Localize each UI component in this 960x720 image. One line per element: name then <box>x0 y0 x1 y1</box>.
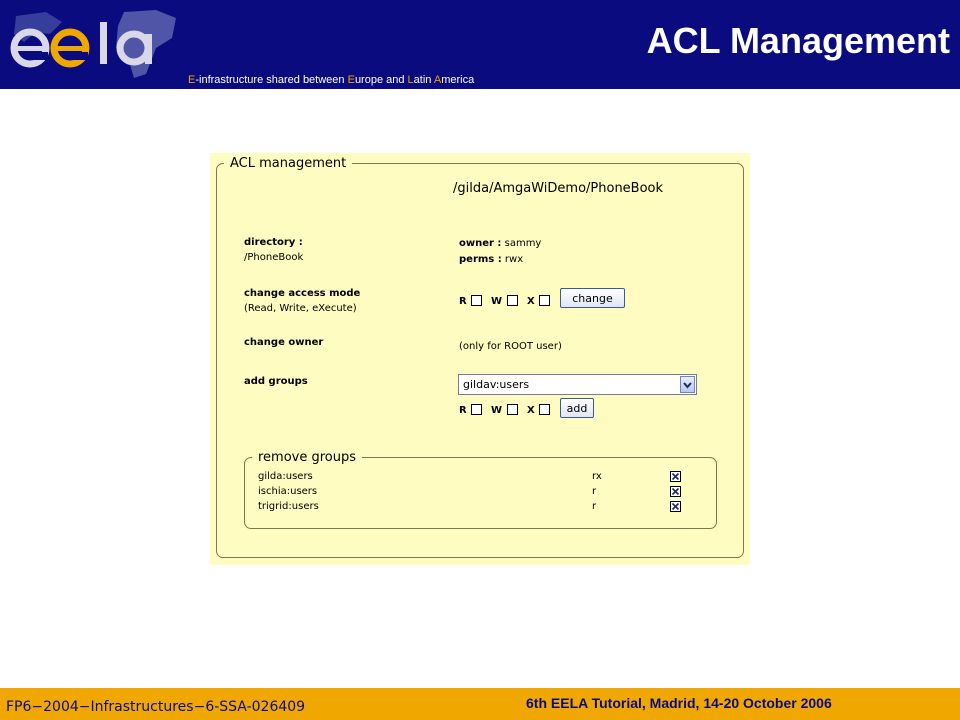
tagline-part: E <box>347 74 355 86</box>
perms-label: perms : <box>459 254 502 265</box>
add-w-checkbox[interactable] <box>507 404 518 415</box>
add-groups-label: add groups <box>244 376 308 387</box>
remove-row-group: trigrid:users <box>258 501 319 512</box>
tagline-part: A <box>433 74 442 86</box>
remove-row-checkbox[interactable] <box>670 501 681 512</box>
remove-x-icon <box>671 502 680 511</box>
acl-legend: ACL management <box>224 156 352 171</box>
add-x-label: X <box>527 405 535 416</box>
change-owner-note: (only for ROOT user) <box>459 341 562 352</box>
eela-logo <box>6 8 182 82</box>
remove-groups-legend: remove groups <box>252 450 362 465</box>
change-button[interactable]: change <box>560 288 625 308</box>
tagline-part: -infrastructure shared between <box>195 74 348 86</box>
remove-row-group: ischia:users <box>258 486 318 497</box>
change-mode-label: change access mode <box>244 288 361 299</box>
mode-x-label: X <box>527 296 535 307</box>
remove-row-checkbox[interactable] <box>670 486 681 497</box>
owner-value: sammy <box>504 238 542 249</box>
add-w-label: W <box>491 405 503 416</box>
tagline <box>188 74 474 86</box>
tagline-part: atin <box>413 74 434 86</box>
add-r-checkbox[interactable] <box>471 404 482 415</box>
footer-event: 6th EELA Tutorial, Madrid, 14-20 October 2006 <box>526 695 832 711</box>
group-select-value: gildav:users <box>463 378 530 391</box>
remove-row-checkbox[interactable] <box>670 471 681 482</box>
footer-project-code: FP6−2004−Infrastructures−6-SSA-026409 <box>6 699 306 715</box>
directory-label: directory : <box>244 237 303 248</box>
remove-x-icon <box>671 472 680 481</box>
tagline-part: urope and <box>354 74 408 86</box>
directory-path: /gilda/AmgaWiDemo/PhoneBook <box>453 181 664 196</box>
remove-x-icon <box>671 487 680 496</box>
mode-w-checkbox[interactable] <box>507 295 518 306</box>
perms-value: rwx <box>504 254 524 265</box>
acl-panel <box>210 153 750 565</box>
mode-r-label: R <box>459 296 467 307</box>
owner-row <box>459 236 541 251</box>
perms-row <box>459 252 523 267</box>
slide-title: ACL Management <box>646 20 950 61</box>
directory-value: /PhoneBook <box>244 252 304 263</box>
tagline-part: L <box>407 74 414 86</box>
add-button[interactable]: add <box>560 398 594 418</box>
remove-row-perm: r <box>592 486 597 497</box>
mode-x-checkbox[interactable] <box>539 295 550 306</box>
mode-r-checkbox[interactable] <box>471 295 482 306</box>
remove-row-perm: r <box>592 501 597 512</box>
tagline-part: merica <box>441 74 475 86</box>
footer-band <box>0 688 960 720</box>
owner-label: owner : <box>459 238 502 249</box>
change-owner-label: change owner <box>244 337 324 348</box>
remove-row-perm: rx <box>592 471 602 482</box>
chevron-down-icon[interactable] <box>680 376 695 393</box>
header-banner <box>0 0 960 89</box>
add-x-checkbox[interactable] <box>539 404 550 415</box>
mode-w-label: W <box>491 296 503 307</box>
remove-row-group: gilda:users <box>258 471 313 482</box>
group-select[interactable] <box>458 374 697 395</box>
add-r-label: R <box>459 405 467 416</box>
change-mode-hint: (Read, Write, eXecute) <box>244 303 357 314</box>
tagline-part: E <box>188 74 196 86</box>
